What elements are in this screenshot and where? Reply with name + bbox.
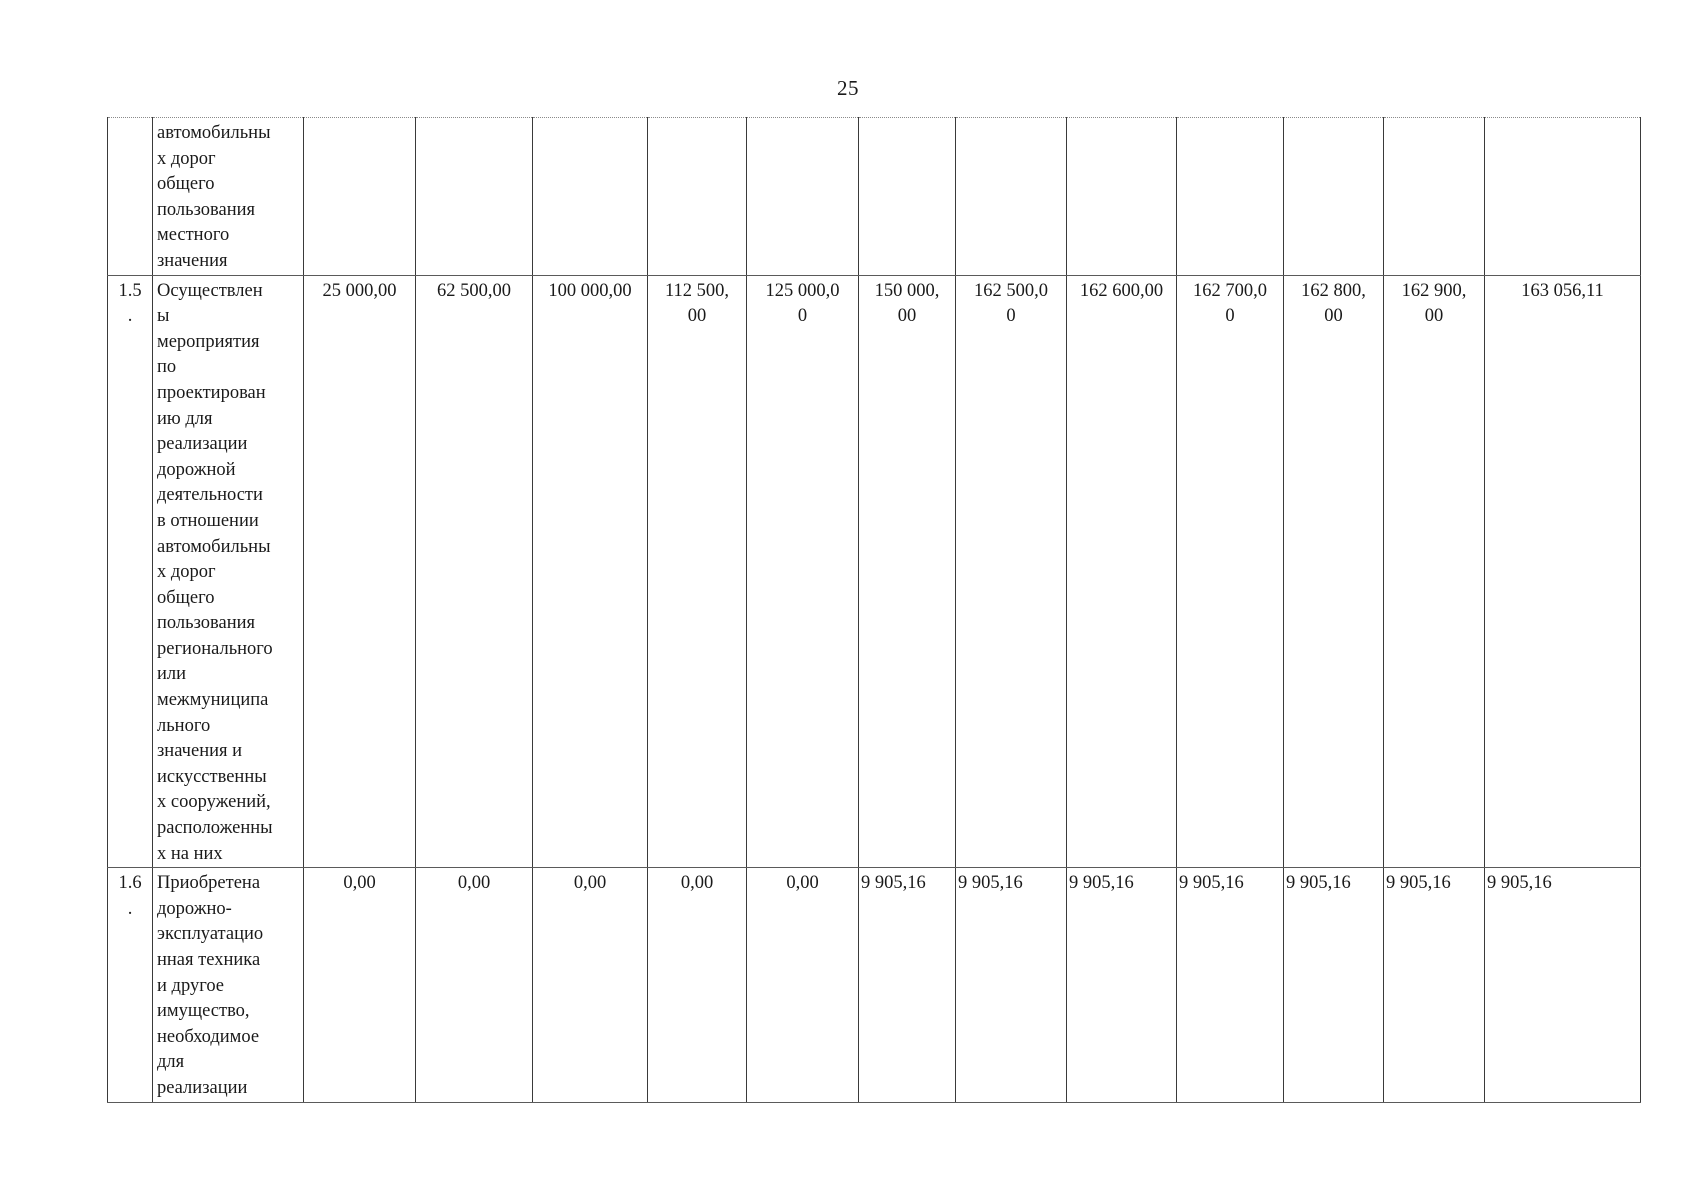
- description-cell: [153, 118, 304, 276]
- description-line: регионального: [157, 638, 273, 659]
- description-line: х сооружений,: [157, 792, 271, 813]
- value-cell: 0,00: [747, 868, 859, 1102]
- description-line: для: [157, 1052, 185, 1073]
- description-line: автомобильны: [157, 536, 271, 557]
- row-number-cell: [108, 275, 153, 868]
- description-cell: [153, 868, 304, 1102]
- row-number-cell: [108, 118, 153, 276]
- value-cell: [956, 118, 1067, 276]
- value-cell: 9 905,16: [859, 868, 956, 1102]
- description-line: значения: [157, 250, 228, 271]
- description-line: местного: [157, 225, 230, 246]
- value-cell: 9 905,16: [956, 868, 1067, 1102]
- value-cell: 9 905,16: [1177, 868, 1284, 1102]
- value-cell: [304, 118, 416, 276]
- budget-table: [107, 117, 1641, 1103]
- value-cell: 0,00: [533, 868, 648, 1102]
- value-cell: [747, 118, 859, 276]
- description-line: или: [157, 664, 187, 685]
- description-line: ы: [157, 306, 170, 327]
- description-line: необходимое: [157, 1026, 260, 1047]
- description-line: деятельности: [157, 485, 263, 506]
- description-line: х дорог: [157, 562, 216, 583]
- description-line: общего: [157, 587, 215, 608]
- value-cell: [1485, 118, 1641, 276]
- description-line: пользования: [157, 199, 256, 220]
- description-line: дорожной: [157, 459, 236, 480]
- row-number: 1.5: [118, 280, 142, 301]
- value-cell: 9 905,16: [1284, 868, 1384, 1102]
- value-cell: [648, 118, 747, 276]
- description-line: реализации: [157, 434, 248, 455]
- value-cell: 9 905,16: [1384, 868, 1485, 1102]
- description-line: общего: [157, 174, 215, 195]
- value-cell: 162 600,00: [1067, 275, 1177, 868]
- description-line: реализации: [157, 1077, 248, 1098]
- value-cell: 100 000,00: [533, 275, 648, 868]
- value-cell: 0,00: [304, 868, 416, 1102]
- description-line: Осуществлен: [157, 280, 263, 301]
- value-cell: [1067, 118, 1177, 276]
- description-cell: [153, 275, 304, 868]
- description-line: Приобретена: [157, 873, 261, 894]
- table-row: [108, 275, 1641, 868]
- value-cell: 0,00: [416, 868, 533, 1102]
- row-number-dot: .: [127, 306, 133, 327]
- value-cell: [416, 118, 533, 276]
- row-number: [108, 118, 152, 121]
- description-line: значения и: [157, 741, 243, 762]
- value-cell: 125 000,0 0: [747, 275, 859, 868]
- value-cell: 62 500,00: [416, 275, 533, 868]
- description-line: искусственны: [157, 766, 267, 787]
- description-line: льного: [157, 715, 211, 736]
- description-line: пользования: [157, 613, 256, 634]
- row-number: 1.6: [118, 873, 142, 894]
- value-cell: 163 056,11: [1485, 275, 1641, 868]
- value-cell: 162 500,0 0: [956, 275, 1067, 868]
- description-line: ию для: [157, 408, 213, 429]
- value-cell: [533, 118, 648, 276]
- row-number-cell: [108, 868, 153, 1102]
- value-cell: 150 000, 00: [859, 275, 956, 868]
- table-row: [108, 868, 1641, 1102]
- value-cell: 0,00: [648, 868, 747, 1102]
- description-line: межмуниципа: [157, 690, 269, 711]
- description-line: и другое: [157, 975, 225, 996]
- value-cell: 9 905,16: [1067, 868, 1177, 1102]
- page-number: 25: [837, 76, 859, 100]
- value-cell: [1284, 118, 1384, 276]
- description-line: х на них: [157, 843, 223, 864]
- value-cell: 112 500, 00: [648, 275, 747, 868]
- value-cell: 162 800, 00: [1284, 275, 1384, 868]
- description-line: в отношении: [157, 510, 259, 531]
- value-cell: [1177, 118, 1284, 276]
- value-cell: [859, 118, 956, 276]
- value-cell: 25 000,00: [304, 275, 416, 868]
- value-cell: 162 900, 00: [1384, 275, 1485, 868]
- description-line: х дорог: [157, 148, 216, 169]
- row-number-dot: .: [127, 898, 133, 919]
- value-cell: [1384, 118, 1485, 276]
- description-line: нная техника: [157, 950, 261, 970]
- description-line: по: [157, 357, 177, 378]
- description-line: расположенны: [157, 818, 273, 839]
- value-cell: 162 700,0 0: [1177, 275, 1284, 868]
- description-line: дорожно-: [157, 898, 232, 919]
- description-line: автомобильны: [157, 123, 271, 143]
- table-row: [108, 118, 1641, 276]
- value-cell: 9 905,16: [1485, 868, 1641, 1102]
- description-line: проектирован: [157, 382, 266, 403]
- description-line: эксплуатацио: [157, 924, 264, 945]
- description-line: мероприятия: [157, 331, 260, 352]
- description-line: имущество,: [157, 1001, 250, 1022]
